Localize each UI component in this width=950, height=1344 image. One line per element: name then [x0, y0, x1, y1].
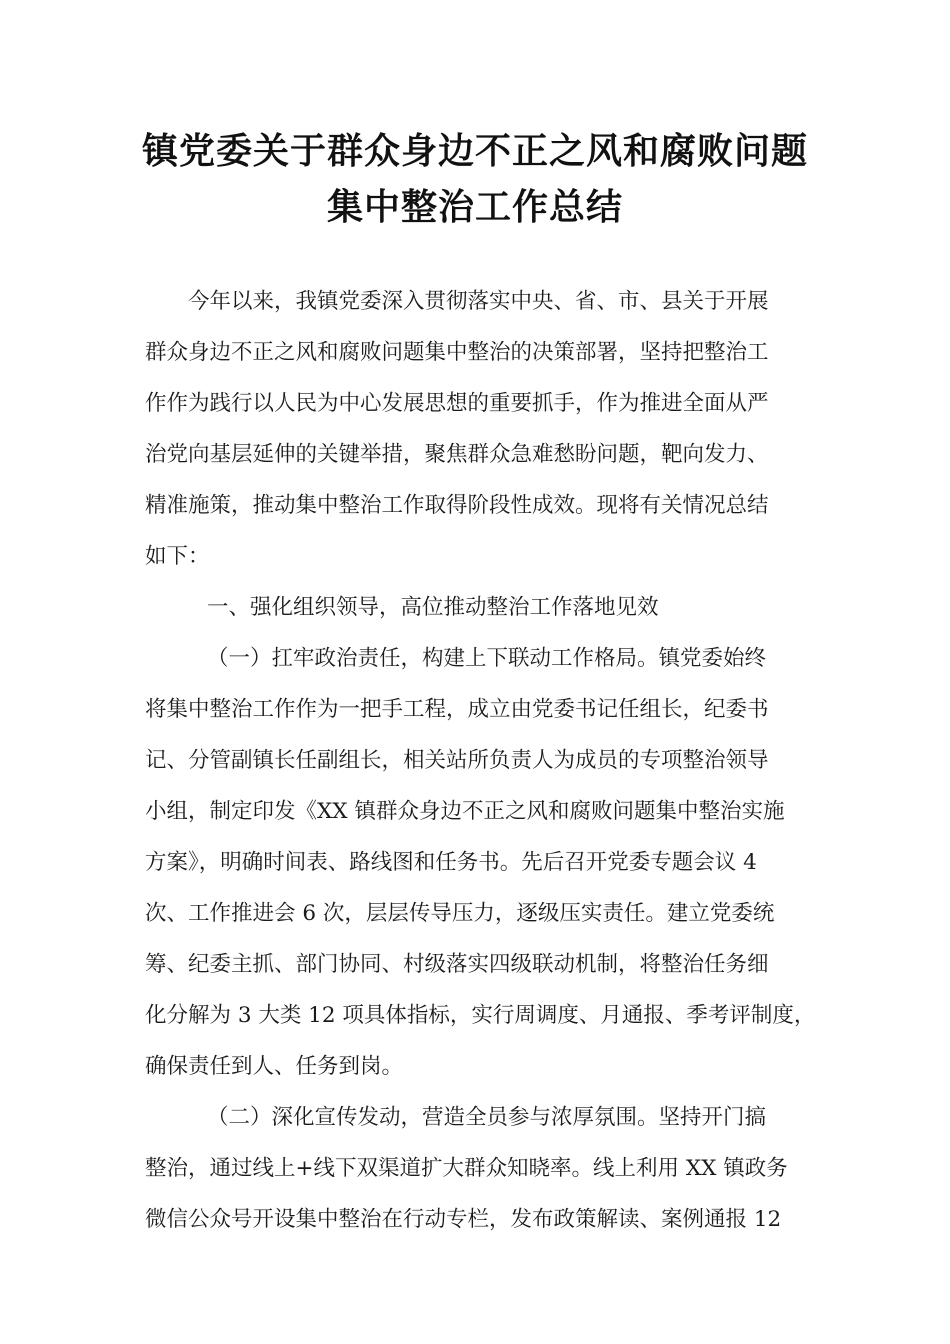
paragraph-line: 次、工作推进会 6 次，层层传导压力，逐级压实责任。建立党委统	[145, 901, 775, 926]
paragraph-line: （一）扛牢政治责任，构建上下联动工作格局。镇党委始终	[207, 646, 767, 671]
paragraph-line: 小组，制定印发《XX 镇群众身边不正之风和腐败问题集中整治实施	[145, 799, 785, 824]
document-body	[145, 276, 825, 1245]
document-title-line-1: 镇党委关于群众身边不正之风和腐败问题	[141, 131, 808, 172]
paragraph-line: 化分解为 3 大类 12 项具体指标，实行周调度、月通报、季考评制度，	[145, 1003, 816, 1028]
paragraph-line: 微信公众号开设集中整治在行动专栏，发布政策解读、案例通报 12	[145, 1207, 782, 1232]
document-title-line-2: 集中整治工作总结	[326, 187, 623, 228]
paragraph-line: 精准施策，推动集中整治工作取得阶段性成效。现将有关情况总结	[145, 493, 769, 518]
paragraph-line: 如下：	[145, 544, 210, 569]
paragraph-line: 治党向基层延伸的关键举措，聚焦群众急难愁盼问题，靶向发力、	[145, 442, 769, 467]
paragraph-line: 整治，通过线上+线下双渠道扩大群众知晓率。线上利用 XX 镇政务	[145, 1156, 788, 1181]
paragraph-line: 群众身边不正之风和腐败问题集中整治的决策部署，坚持把整治工	[145, 340, 769, 365]
paragraph-line: 筹、纪委主抓、部门协同、村级落实四级联动机制，将整治任务细	[145, 952, 769, 977]
paragraph-line: 记、分管副镇长任副组长，相关站所负责人为成员的专项整治领导	[145, 748, 769, 773]
paragraph-line: 方案》，明确时间表、路线图和任务书。先后召开党委专题会议 4	[145, 850, 757, 875]
paragraph-line: 确保责任到人、任务到岗。	[145, 1054, 404, 1079]
paragraph-line: 将集中整治工作作为一把手工程，成立由党委书记任组长，纪委书	[145, 697, 769, 722]
paragraph-line: （二）深化宣传发动，营造全员参与浓厚氛围。坚持开门搞	[207, 1105, 767, 1130]
paragraph-line: 作作为践行以人民为中心发展思想的重要抓手，作为推进全面从严	[145, 391, 769, 416]
paragraph-line: 今年以来，我镇党委深入贯彻落实中央、省、市、县关于开展	[188, 289, 769, 314]
section-heading: 一、强化组织领导，高位推动整治工作落地见效	[207, 595, 659, 620]
